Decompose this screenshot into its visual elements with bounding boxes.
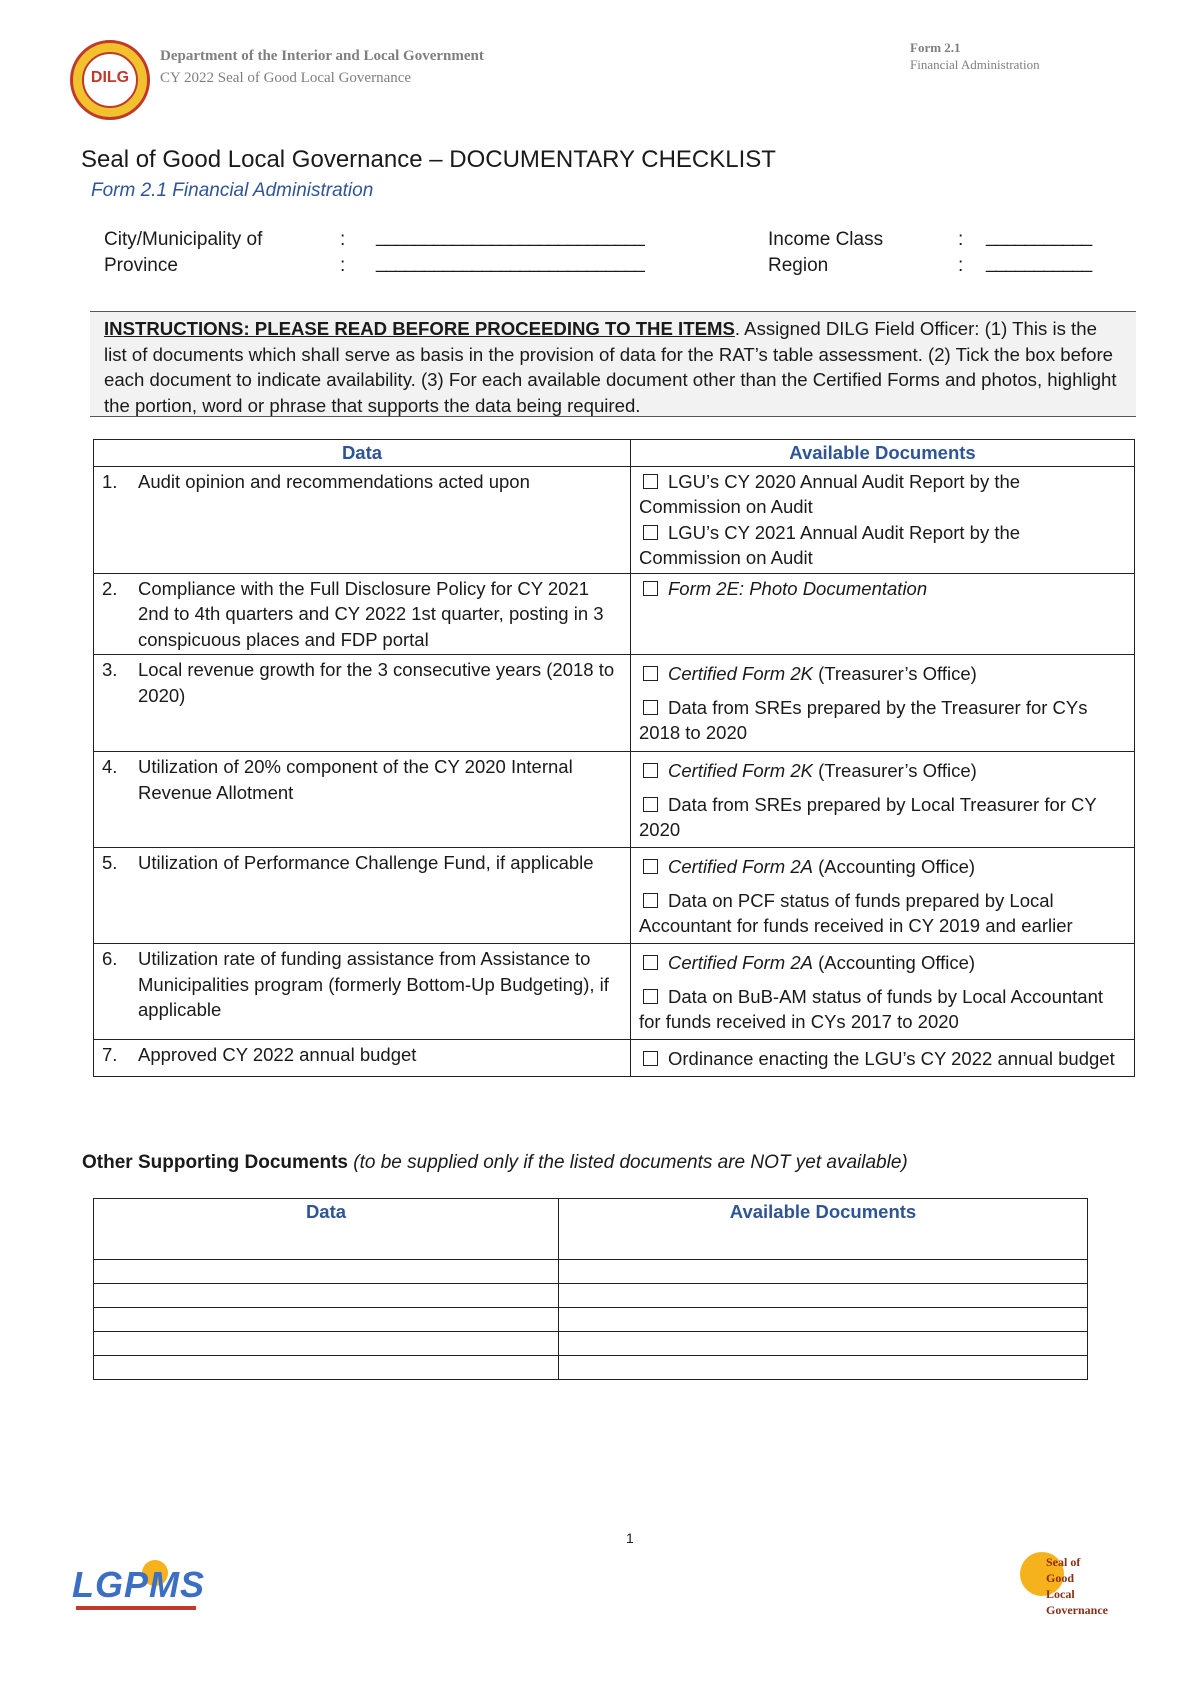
document-form-name: Certified Form 2A [668, 952, 813, 973]
documents-cell [631, 944, 1135, 1040]
empty-data-cell[interactable] [94, 1356, 559, 1380]
empty-documents-cell[interactable] [559, 1332, 1088, 1356]
table-row [94, 1308, 1088, 1332]
empty-data-cell[interactable] [94, 1284, 559, 1308]
table-row [94, 848, 1135, 944]
data-item [102, 946, 622, 1023]
document-text: (Accounting Office) [812, 952, 976, 973]
region-label: Region [768, 255, 829, 276]
document-form-name: Certified Form 2K [668, 760, 813, 781]
item-text: Utilization of 20% component of the CY 2020 Internal Revenue Allotment [138, 756, 573, 803]
table-row [94, 655, 1135, 752]
data-cell [94, 944, 631, 1040]
checkbox[interactable] [643, 525, 658, 540]
document-item [639, 520, 1126, 571]
table-row [94, 1040, 1135, 1077]
document-text: LGU’s CY 2021 Annual Audit Report by the Commission on Audit [639, 521, 1021, 568]
item-text: Local revenue growth for the 3 consecutive years (2018 to 2020) [138, 659, 615, 706]
instructions-heading: INSTRUCTIONS: PLEASE READ BEFORE PROCEEDING TO THE ITEMS [104, 318, 735, 339]
checkbox[interactable] [643, 859, 658, 874]
city-colon: : [340, 229, 346, 250]
document-text: (Accounting Office) [812, 856, 976, 877]
document-item [639, 950, 1126, 976]
instructions-body: . Assigned DILG Field Officer: (1) This is the list of documents which shall serve as basis in the provision of data for the RAT’s table assessment. (2) Tick the box before each document to indicate availability. (3) For each available document other than the Certified Forms and photos, highlight the portion, word or phrase that supports the data being required. [104, 318, 1117, 416]
item-number: 7. [102, 1044, 118, 1065]
checklist-table [93, 439, 1135, 1077]
lgpms-logo-text: LGPMS [72, 1564, 206, 1605]
document-text: Data on PCF status of funds prepared by Local Accountant for funds received in CY 2019 and earlier [639, 889, 1073, 936]
document-text: Ordinance enacting the LGU’s CY 2022 annual budget [668, 1048, 1115, 1069]
document-item [639, 695, 1126, 746]
item-number: 5. [102, 852, 118, 873]
province-field[interactable]: ____________________________ [376, 252, 644, 273]
item-text: Utilization of Performance Challenge Fund, if applicable [138, 852, 594, 873]
checkbox[interactable] [643, 474, 658, 489]
data-item [102, 657, 622, 708]
empty-documents-cell[interactable] [559, 1260, 1088, 1284]
table-row [94, 944, 1135, 1040]
table-row [94, 573, 1135, 655]
document-item [639, 758, 1126, 784]
item-number: 1. [102, 470, 118, 492]
header-org: Department of the Interior and Local Government [160, 48, 484, 64]
table-row [94, 752, 1135, 848]
item-text: Compliance with the Full Disclosure Policy for CY 2021 2nd to 4th quarters and CY 2022 1st quarter, posting in 3 conspicuous places and FDP portal [138, 577, 604, 650]
documents-cell [631, 848, 1135, 944]
item-number: 3. [102, 659, 118, 680]
seal-text: DILG [90, 69, 130, 86]
income-class-field[interactable]: ___________ [986, 226, 1092, 247]
empty-data-cell[interactable] [94, 1308, 559, 1332]
col-header-documents: Available Documents [631, 440, 1135, 467]
checkbox[interactable] [643, 700, 658, 715]
empty-data-cell[interactable] [94, 1332, 559, 1356]
instructions-box [90, 311, 1136, 417]
other-docs-table [93, 1198, 1088, 1380]
document-item [639, 576, 1126, 602]
data-cell [94, 466, 631, 573]
data-item [102, 1042, 622, 1068]
data-cell [94, 848, 631, 944]
page-number: 1 [626, 1530, 634, 1546]
documents-cell [631, 1040, 1135, 1077]
income-colon: : [958, 229, 964, 250]
other-docs-title: Other Supporting Documents [82, 1152, 348, 1173]
data-cell [94, 1040, 631, 1077]
sglg-line: Seal of [1046, 1555, 1081, 1569]
header-form-name: Financial Administration [910, 57, 1040, 72]
checkbox[interactable] [643, 955, 658, 970]
checkbox[interactable] [643, 763, 658, 778]
document-form-name: Certified Form 2K [668, 663, 813, 684]
checkbox[interactable] [643, 797, 658, 812]
documents-cell [631, 573, 1135, 655]
sglg-line: Local [1046, 1587, 1075, 1601]
empty-documents-cell[interactable] [559, 1308, 1088, 1332]
documents-cell [631, 752, 1135, 848]
other-docs-note: (to be supplied only if the listed documents are NOT yet available) [353, 1152, 908, 1173]
city-label: City/Municipality of [104, 229, 263, 250]
document-text: (Treasurer’s Office) [812, 663, 977, 684]
document-item [639, 469, 1126, 520]
sglg-logo-text [1046, 1554, 1108, 1618]
province-colon: : [340, 255, 346, 276]
checkbox[interactable] [643, 666, 658, 681]
table-row [94, 1356, 1088, 1380]
document-form-name: Certified Form 2A [668, 856, 813, 877]
document-item [639, 1046, 1126, 1072]
checkbox[interactable] [643, 1051, 658, 1066]
empty-data-cell[interactable] [94, 1260, 559, 1284]
data-item [102, 754, 622, 805]
item-number: 6. [102, 948, 118, 969]
document-item [639, 888, 1126, 939]
sglg-line: Good [1046, 1571, 1075, 1585]
document-item [639, 661, 1126, 687]
city-field[interactable]: ____________________________ [376, 226, 644, 247]
header-form-number: Form 2.1 [910, 40, 961, 55]
item-text: Utilization rate of funding assistance from Assistance to Municipalities program (formerly Bottom-Up Budgeting), if applicable [138, 948, 609, 1020]
document-form-name: Form 2E: Photo Documentation [668, 577, 928, 599]
data-item [102, 850, 622, 876]
other-docs-label [82, 1152, 908, 1174]
data-item [102, 469, 622, 495]
document-item [639, 984, 1126, 1035]
sglg-line: Governance [1046, 1603, 1108, 1617]
item-number: 4. [102, 756, 118, 777]
documents-cell [631, 655, 1135, 752]
item-text: Approved CY 2022 annual budget [138, 1044, 417, 1065]
data-cell [94, 752, 631, 848]
table-row [94, 1332, 1088, 1356]
other-col-header-documents: Available Documents [559, 1199, 1088, 1260]
checkbox[interactable] [643, 989, 658, 1004]
document-text: Data on BuB-AM status of funds by Local Accountant for funds received in CYs 2017 to 2020 [639, 985, 1104, 1032]
table-row [94, 1260, 1088, 1284]
region-colon: : [958, 255, 964, 276]
document-text: LGU’s CY 2020 Annual Audit Report by the Commission on Audit [639, 470, 1021, 517]
document-item [639, 854, 1126, 880]
data-cell [94, 573, 631, 655]
empty-documents-cell[interactable] [559, 1284, 1088, 1308]
col-header-data: Data [94, 440, 631, 467]
income-class-label: Income Class [768, 229, 884, 250]
other-col-header-data: Data [94, 1199, 559, 1260]
table-row [94, 466, 1135, 573]
document-text: (Treasurer’s Office) [812, 760, 977, 781]
document-text: Data from SREs prepared by Local Treasurer for CY 2020 [639, 793, 1097, 840]
item-number: 2. [102, 577, 118, 599]
lgpms-tagline-bar [76, 1606, 196, 1610]
sglg-logo [1020, 1548, 1130, 1634]
dilg-seal-logo [70, 40, 150, 120]
document-text: Data from SREs prepared by the Treasurer for CYs 2018 to 2020 [639, 696, 1088, 743]
data-cell [94, 655, 631, 752]
document-item [639, 792, 1126, 843]
table-row [94, 1284, 1088, 1308]
lgpms-logo [72, 1560, 206, 1616]
page-title: Seal of Good Local Governance – DOCUMENTARY CHECKLIST [81, 146, 776, 173]
header-subtitle: CY 2022 Seal of Good Local Governance [160, 70, 412, 86]
checkbox[interactable] [643, 893, 658, 908]
region-field[interactable]: ___________ [986, 252, 1092, 273]
empty-documents-cell[interactable] [559, 1356, 1088, 1380]
documents-cell [631, 466, 1135, 573]
page-subtitle: Form 2.1 Financial Administration [91, 180, 374, 201]
item-text: Audit opinion and recommendations acted upon [138, 470, 530, 492]
data-item [102, 576, 622, 653]
province-label: Province [104, 255, 178, 276]
checkbox[interactable] [643, 581, 658, 596]
